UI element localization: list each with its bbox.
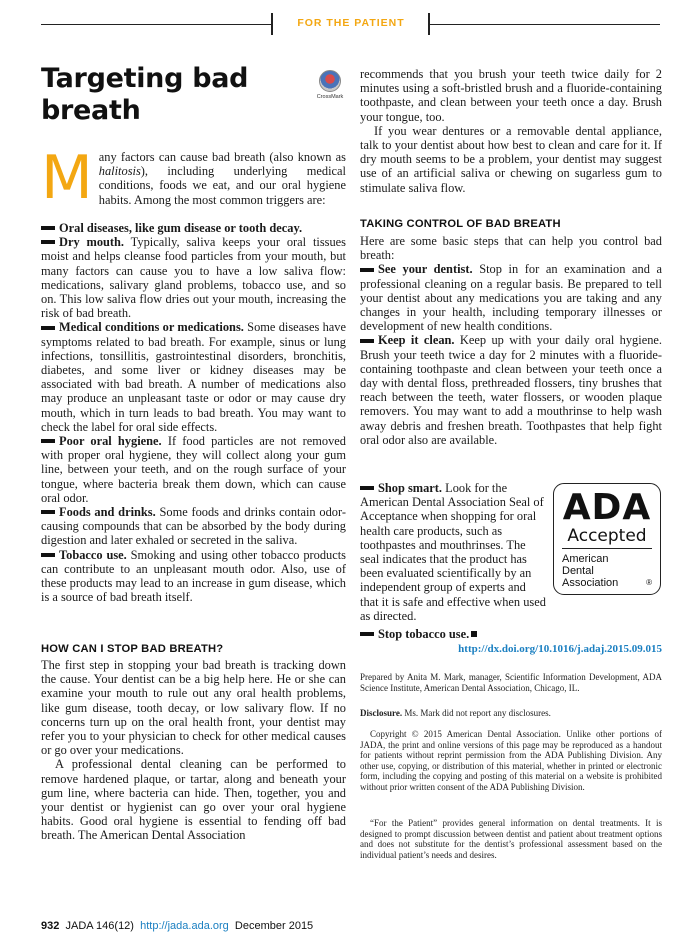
intro-text-post: ), including underlying medical conditions, foods we eat, and our oral hygiene habits. Among the most common triggers are:	[98, 164, 346, 207]
copyright-notice	[360, 729, 662, 793]
bullet-dash-icon	[41, 226, 55, 230]
item-lead: Medical conditions or medications.	[59, 320, 244, 335]
bullet-dash-icon	[360, 486, 374, 490]
list-item	[41, 505, 346, 548]
item-text: Some foods and drinks contain odor-causing compounds that can be absorbed by the body during digestion and later exhaled or secreted in the saliva.	[41, 505, 346, 548]
disclosure	[360, 708, 662, 719]
intro-text-pre: any factors can cause bad breath (also known as	[98, 150, 346, 164]
intro-paragraph	[41, 143, 346, 213]
shop-smart-item	[360, 481, 546, 623]
triggers-list	[41, 221, 346, 604]
item-lead: Keep it clean.	[378, 333, 455, 348]
list-item	[41, 434, 346, 505]
item-lead: Tobacco use.	[59, 547, 127, 562]
item-lead: Foods and drinks.	[59, 505, 156, 520]
item-text: Keep up with your daily oral hygiene. Brush your teeth twice a day for 2 minutes with a fluoride-containing toothpaste and clean between your teeth once a day with dental floss, prethreaded flossers, tiny brushes that reach between the teeth, water flossers, or wooden plaque removers. You may want to add a mouthrinse to help wash away debris and freshen breath. Toothpastes that help fight oral odor also are available.	[360, 333, 662, 447]
doi-link[interactable]: http://dx.doi.org/10.1016/j.adaj.2015.09.015	[458, 643, 662, 655]
crossmark-icon	[319, 70, 341, 92]
list-item	[41, 221, 346, 235]
list-item	[360, 481, 546, 623]
item-text: Some diseases have symptoms related to bad breath. For example, sinus or lung infections, tonsillitis, gastrointestinal disorders, bronchitis, diabetes, and some liver or kidney diseases may be associated with bad breath. A number of medications also may produce an unpleasant taste or odor or may cause dry mouth, which in turn leads to bad breath. You may want to check the label for oral side effects.	[41, 320, 346, 434]
ada-seal-organization	[562, 553, 652, 589]
item-lead: Shop smart.	[378, 481, 443, 495]
paragraph: If you wear dentures or a removable dental appliance, talk to your dentist about how best to clean and care for it. If dry mouth seems to be a problem, your dentist may suggest use of an artificial saliva or chewing on sugarless gum to stimulate saliva flow.	[360, 123, 662, 195]
end-of-article-icon	[471, 631, 477, 637]
journal-issue: JADA 146(12)	[65, 920, 134, 932]
intro-italic-term: halitosis	[98, 164, 141, 179]
disclosure-label: Disclosure.	[360, 708, 403, 718]
article-title: Targeting bad breath	[41, 63, 249, 126]
bullet-dash-icon	[41, 439, 55, 443]
prepared-by: Prepared by Anita M. Mark, manager, Scientific Information Development, ADA Science Institute, American Dental Association, Chicago, IL.	[360, 672, 662, 693]
issue-date: December 2015	[234, 920, 314, 932]
header-rule-right	[430, 24, 660, 25]
paragraph: recommends that you brush your teeth twice daily for 2 minutes using a soft-bristled brush and a fluoride-containing toothpaste, and clean between your teeth once a day. Brush your tongue, too.	[360, 67, 662, 124]
bullet-dash-icon	[41, 326, 55, 330]
bullet-dash-icon	[41, 510, 55, 514]
steps-list	[360, 234, 662, 447]
ada-seal-badge	[553, 483, 661, 595]
stop-section	[41, 658, 346, 843]
crossmark-badge[interactable]	[314, 70, 346, 100]
header-tick-left	[271, 13, 273, 35]
item-lead: Poor oral hygiene.	[59, 434, 162, 449]
list-item	[360, 262, 662, 333]
ada-seal-accepted: Accepted	[562, 526, 652, 549]
page-footer	[41, 920, 313, 932]
list-item	[41, 320, 346, 434]
header-rule-left	[41, 24, 271, 25]
section-label: FOR THE PATIENT	[297, 17, 405, 29]
for-the-patient-note	[360, 818, 662, 860]
journal-url-link[interactable]: http://jada.ada.org	[140, 920, 229, 932]
item-text: Look for the American Dental Association Seal of Acceptance when shopping for oral health care products, such as toothpastes and mouthrinses. The seal indicates that the product has been evaluated scientifically by an independent group of experts and that it is safe and effective when used as directed.	[360, 481, 546, 623]
item-lead: Stop tobacco use.	[378, 627, 470, 641]
page-number: 932	[41, 920, 60, 932]
list-item	[41, 235, 346, 320]
list-item	[41, 548, 346, 605]
paragraph: A professional dental cleaning can be performed to remove hardened plaque, or tartar, along and beneath your gum line, where bacteria can hide. Then, together, you and your dentist or hygienist can go over your oral hygiene habits. Good oral hygiene is essential to fending off bad breath. The American Dental Association	[41, 757, 346, 843]
ada-org-line: Dental	[562, 565, 594, 577]
copyright-text: Copyright © 2015 American Dental Association. Unlike other portions of JADA, the print and online versions of this page may be reproduced as a handout for patients without reprint permission from the ADA Publishing Division. Any other use, copying, or distribution of this material, whether in printed or electronic form, including the copying and posting of this material on a website is prohibited without prior written consent of the ADA Publishing Division.	[360, 729, 662, 792]
item-text: Smoking and using other tobacco products can contribute to an unpleasant mouth odor. Also, use of these products may lead to an increase in gum disease, which is a source of bad breath itself.	[41, 547, 346, 605]
drop-cap: M	[41, 143, 93, 213]
item-text: If food particles are not removed with proper oral hygiene, they will collect along your gum line, between your teeth, and on the rough surface of your tongue, where bacteria break them down, which can cause oral odor.	[41, 434, 346, 505]
control-intro: Here are some basic steps that can help you control bad breath:	[360, 234, 662, 263]
crossmark-label: CrossMark	[316, 94, 344, 100]
list-item	[360, 627, 662, 641]
ada-seal-mark: ADA	[562, 487, 652, 528]
bullet-dash-icon	[360, 632, 374, 636]
ada-org-line: Association	[562, 577, 619, 589]
list-item	[360, 333, 662, 447]
bullet-dash-icon	[41, 553, 55, 557]
bullet-dash-icon	[360, 339, 374, 343]
ada-org-line: American	[562, 553, 609, 565]
item-lead: Oral diseases, like gum disease or tooth decay.	[59, 221, 303, 235]
bullet-dash-icon	[360, 268, 374, 272]
ftp-note-text: “For the Patient” provides general information on dental treatments. It is designed to prompt discussion between dentist and patient about treatment options and does not substitute for the dentist’s professional assessment based on the individual patient’s needs and desires.	[360, 818, 662, 860]
stop-tobacco-item	[360, 627, 662, 641]
section-heading-control: TAKING CONTROL OF BAD BREATH	[360, 218, 561, 230]
registered-mark: ®	[646, 578, 652, 587]
item-text: Stop in for an examination and a professional cleaning on a regular basis. Be prepared to tell your dentist about any medications you are taking and any changes in your health, including temporary illnesses or development of new health conditions.	[360, 262, 662, 334]
disclosure-text: Ms. Mark did not report any disclosures.	[402, 708, 551, 718]
continuation-text	[360, 67, 662, 195]
item-lead: Dry mouth.	[59, 235, 125, 250]
item-lead: See your dentist.	[378, 262, 473, 277]
item-text: Typically, saliva keeps your oral tissues moist and helps cleanse food particles from your mouth, but many factors can cause you to have a low saliva flow: medications, salivary gland problems, tobacco use, and so on. This low saliva flow dries out your mouth, increasing the risk of bad breath.	[41, 235, 347, 321]
bullet-dash-icon	[41, 240, 55, 244]
section-heading-stop: HOW CAN I STOP BAD BREATH?	[41, 643, 224, 655]
paragraph: The first step in stopping your bad breath is tracking down the cause. Your dentist can be a big help here. He or she can examine your mouth to rule out any oral health problems, like gum disease, tooth decay, or low salivary flow. If no concerns turn up on the oral health front, your dentist may refer you to your physician to check for other medical causes or go over your medications.	[41, 658, 346, 758]
